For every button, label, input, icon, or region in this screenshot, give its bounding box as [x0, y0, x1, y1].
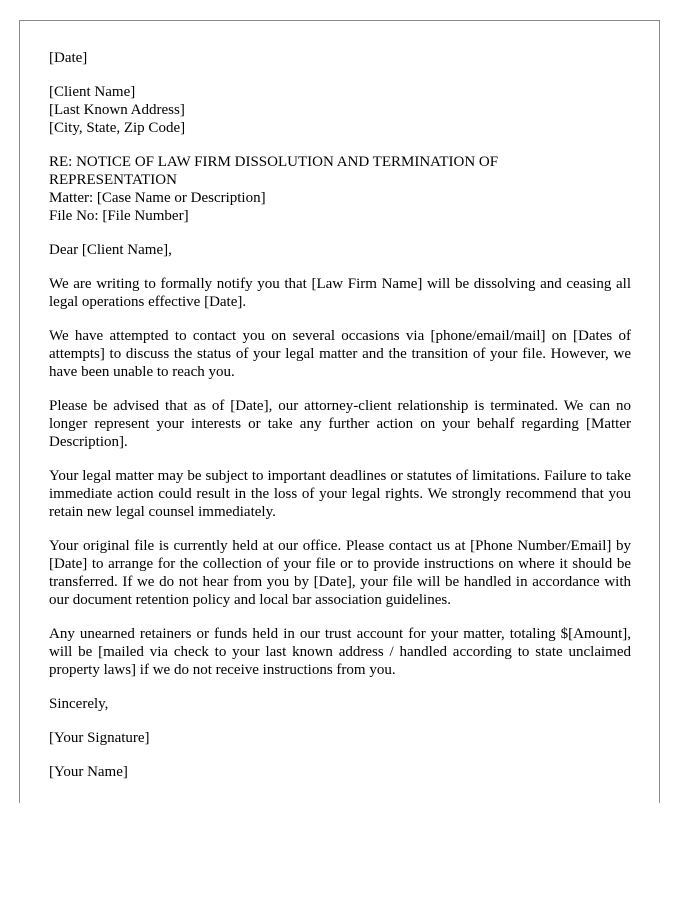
- paragraph-file-retention: Your original file is currently held at our office. Please contact us at [Phone Number/Email] by [Date] to arrange for the collection of your file or to provide instructions on where it should be transferred. If we do not hear from you by [Date], your file will be handled in accordance with our document retention policy and local bar association guidelines.: [49, 538, 631, 608]
- letter-page: [19, 20, 660, 803]
- file-number-line: File No: [File Number]: [49, 208, 189, 224]
- paragraph-contact-attempts: We have attempted to contact you on several occasions via [phone/email/mail] on [Dates of attempts] to discuss the status of your legal matter and the transition of your file. However, we have been unable to reach you.: [49, 328, 631, 380]
- paragraph-notice: We are writing to formally notify you that [Law Firm Name] will be dissolving and ceasing all legal operations effective [Date].: [49, 276, 631, 310]
- letter-date: [49, 49, 631, 67]
- paragraph-termination: Please be advised that as of [Date], our attorney-client relationship is terminated. We can no longer represent your interests or take any further action on your behalf regarding [Matter Description].: [49, 398, 631, 450]
- recipient-address: [Last Known Address]: [49, 102, 185, 118]
- signature: [49, 729, 631, 747]
- closing-text: Sincerely,: [49, 696, 109, 712]
- signer-name: [49, 763, 631, 781]
- recipient-address-block: [49, 83, 631, 137]
- subject-line-1: RE: NOTICE OF LAW FIRM DISSOLUTION AND TERMINATION OF: [49, 154, 499, 170]
- signature-text: [Your Signature]: [49, 730, 150, 746]
- salutation-text: Dear [Client Name],: [49, 242, 172, 258]
- recipient-city-state-zip: [City, State, Zip Code]: [49, 120, 186, 136]
- matter-line: Matter: [Case Name or Description]: [49, 190, 266, 206]
- signer-name-text: [Your Name]: [49, 764, 128, 780]
- closing: [49, 695, 631, 713]
- salutation: [49, 241, 631, 259]
- paragraph-trust-funds: Any unearned retainers or funds held in our trust account for your matter, totaling $[Amount], will be [mailed via check to your last known address / handled according to state unclaimed property laws] if we do not receive instructions from you.: [49, 626, 631, 678]
- date-text: [Date]: [49, 50, 88, 66]
- subject-block: [49, 153, 631, 225]
- recipient-name: [Client Name]: [49, 84, 136, 100]
- paragraph-deadlines-warning: Your legal matter may be subject to important deadlines or statutes of limitations. Failure to take immediate action could result in the loss of your legal rights. We strongly recommend that you retain new legal counsel immediately.: [49, 468, 631, 520]
- subject-line-2: REPRESENTATION: [49, 172, 177, 188]
